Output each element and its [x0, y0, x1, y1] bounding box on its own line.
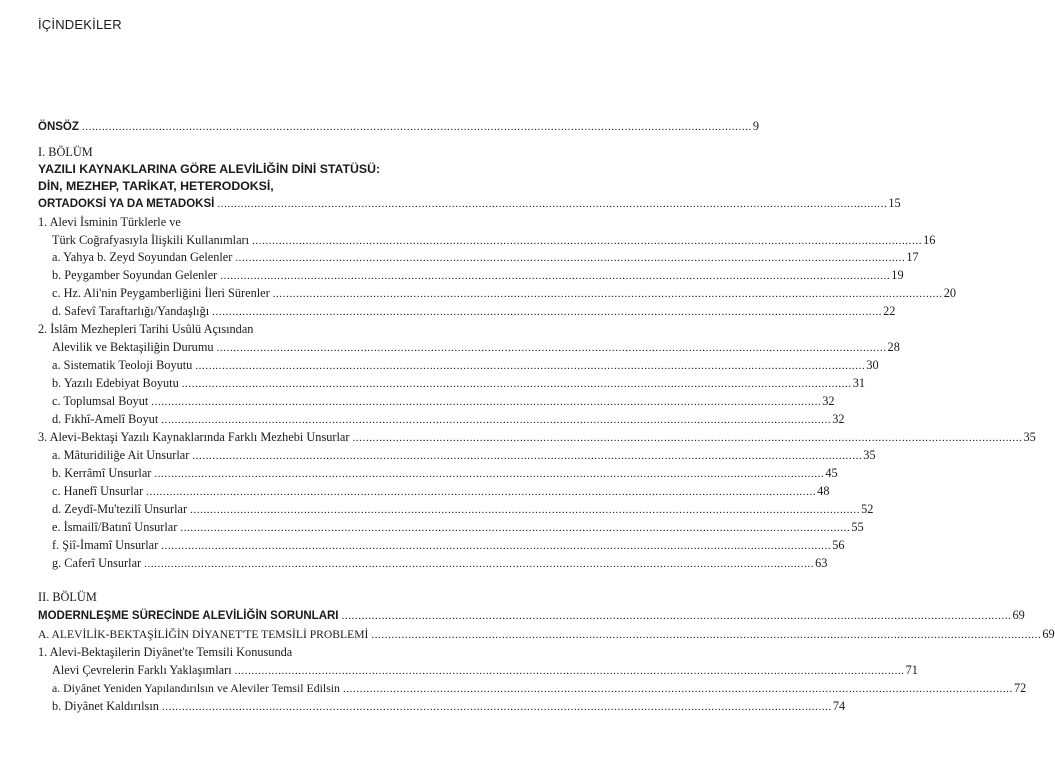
leader-dots: ........................................................................................................................................................................................................: [144, 558, 815, 570]
leader-dots: ........................................................................................................................................................................................................: [342, 683, 1013, 695]
toc-page: 17: [906, 250, 919, 264]
toc-title: 3. Alevi-Bektaşi Yazılı Kaynaklarında Farklı Mezhebi Unsurlar: [38, 430, 350, 444]
leader-dots: ........................................................................................................................................................................................................: [352, 432, 1023, 444]
leader-dots: ........................................................................................................................................................................................................: [81, 121, 752, 133]
section-title-line: 1. Alevi-Bektaşilerin Diyânet'te Temsili Konusunda: [38, 645, 293, 659]
toc-page: 45: [825, 466, 838, 480]
toc-page: 30: [866, 358, 879, 372]
leader-dots: ........................................................................................................................................................................................................: [154, 468, 825, 480]
toc-title: Alevi Çevrelerin Farklı Yaklaşımları: [52, 663, 232, 677]
toc-entry-part1[interactable]: [38, 196, 901, 211]
toc-page: 22: [883, 304, 896, 318]
toc-entry[interactable]: [52, 376, 866, 391]
toc-title: g. Caferî Unsurlar: [52, 556, 142, 570]
leader-dots: ........................................................................................................................................................................................................: [212, 306, 883, 318]
toc-entry[interactable]: [52, 250, 919, 265]
toc-title: d. Fıkhî-Amelî Boyut: [52, 412, 159, 426]
toc-entry[interactable]: [38, 430, 1036, 445]
toc-title: c. Hanefî Unsurlar: [52, 484, 144, 498]
leader-dots: ........................................................................................................................................................................................................: [220, 270, 891, 282]
toc-entry-part2[interactable]: [38, 608, 1025, 623]
toc-page: 74: [832, 699, 846, 713]
part-title-line: YAZILI KAYNAKLARINA GÖRE ALEVİLİĞİN DİNİ STATÜSÜ:: [38, 162, 381, 176]
toc-page: 48: [817, 484, 830, 498]
toc-page: 32: [832, 412, 845, 426]
toc-page: 69: [1012, 608, 1025, 622]
leader-dots: ........................................................................................................................................................................................................: [272, 288, 943, 300]
toc-title: b. Diyânet Kaldırılsın: [52, 699, 159, 713]
leader-dots: ........................................................................................................................................................................................................: [234, 665, 905, 677]
toc-title: A. ALEVİLİK-BEKTAŞİLİĞİN DİYANET'TE TEMSİLİ PROBLEMİ: [38, 628, 369, 641]
leader-dots: ........................................................................................................................................................................................................: [161, 540, 832, 552]
toc-entry[interactable]: [52, 520, 864, 535]
toc-entry[interactable]: [52, 358, 879, 373]
toc-title: c. Hz. Ali'nin Peygamberliğini İleri Sürenler: [52, 286, 270, 300]
toc-page: 35: [863, 448, 876, 462]
leader-dots: ........................................................................................................................................................................................................: [161, 414, 832, 426]
toc-entry[interactable]: [52, 286, 956, 301]
leader-dots: ........................................................................................................................................................................................................: [235, 252, 906, 264]
toc-page: 72: [1013, 681, 1027, 695]
toc-title: b. Kerrâmî Unsurlar: [52, 466, 152, 480]
toc-page: 63: [815, 556, 828, 570]
toc-entry[interactable]: [52, 233, 936, 248]
toc-title: ÖNSÖZ: [38, 121, 79, 133]
toc-page: 16: [923, 233, 936, 247]
toc-entry[interactable]: [52, 304, 896, 319]
toc-title: Türk Coğrafyasıyla İlişkili Kullanımları: [52, 233, 250, 247]
leader-dots: ........................................................................................................................................................................................................: [146, 486, 817, 498]
toc-page: 19: [891, 268, 904, 282]
leader-dots: ........................................................................................................................................................................................................: [180, 522, 851, 534]
toc-entry-onsoz[interactable]: [38, 119, 760, 134]
toc-page: 35: [1023, 430, 1036, 444]
section-title-line: 2. İslâm Mezhepleri Tarihi Usûlü Açısından: [38, 322, 254, 336]
part-title-line: DİN, MEZHEP, TARİKAT, HETERODOKSİ,: [38, 179, 274, 193]
toc-title: b. Peygamber Soyundan Gelenler: [52, 268, 218, 282]
leader-dots: ........................................................................................................................................................................................................: [252, 235, 923, 247]
toc-entry[interactable]: [52, 663, 918, 678]
part-label: II. BÖLÜM: [38, 590, 97, 604]
toc-title: a. Yahya b. Zeyd Soyundan Gelenler: [52, 250, 233, 264]
toc-entry[interactable]: [52, 412, 845, 427]
toc-title: a. Mâturidiliğe Ait Unsurlar: [52, 448, 190, 462]
leader-dots: ........................................................................................................................................................................................................: [151, 396, 822, 408]
toc-title: f. Şiî-İmamî Unsurlar: [52, 538, 159, 552]
leader-dots: ........................................................................................................................................................................................................: [161, 701, 832, 713]
leader-dots: ........................................................................................................................................................................................................: [217, 198, 888, 210]
toc-entry[interactable]: [52, 681, 1027, 696]
toc-entry[interactable]: [38, 627, 1055, 642]
toc-page: 31: [852, 376, 866, 390]
toc-title: b. Yazılı Edebiyat Boyutu: [52, 376, 179, 390]
toc-page: 55: [851, 520, 864, 534]
toc-page: 15: [888, 196, 901, 210]
toc-title: d. Safevî Taraftarlığı/Yandaşlığı: [52, 304, 210, 318]
toc-entry[interactable]: [52, 340, 900, 355]
leader-dots: ........................................................................................................................................................................................................: [216, 342, 887, 354]
leader-dots: ........................................................................................................................................................................................................: [192, 450, 863, 462]
toc-page: 9: [752, 119, 760, 133]
toc-title: a. Sistematik Teoloji Boyutu: [52, 358, 193, 372]
toc-title: ORTADOKSİ YA DA METADOKSİ: [38, 198, 215, 210]
leader-dots: ........................................................................................................................................................................................................: [190, 504, 861, 516]
toc-page: 56: [832, 538, 845, 552]
toc-entry[interactable]: [52, 466, 838, 481]
toc-entry[interactable]: [52, 699, 846, 714]
toc-title: MODERNLEŞME SÜRECİNDE ALEVİLİĞİN SORUNLARI: [38, 610, 339, 622]
leader-dots: ........................................................................................................................................................................................................: [195, 360, 866, 372]
toc-page: 20: [943, 286, 956, 300]
part-label: I. BÖLÜM: [38, 145, 93, 159]
toc-title: d. Zeydî-Mu'tezilî Unsurlar: [52, 502, 188, 516]
toc-entry[interactable]: [52, 502, 874, 517]
toc-title: e. İsmailî/Batınî Unsurlar: [52, 520, 178, 534]
toc-entry[interactable]: [52, 484, 830, 499]
toc-entry[interactable]: [52, 556, 828, 571]
toc-page: 28: [887, 340, 900, 354]
toc-title: Alevilik ve Bektaşiliğin Durumu: [52, 340, 214, 354]
toc-page: 32: [822, 394, 835, 408]
leader-dots: ........................................................................................................................................................................................................: [181, 378, 852, 390]
toc-page: 52: [861, 502, 874, 516]
toc-entry[interactable]: [52, 268, 904, 283]
toc-entry[interactable]: [52, 394, 835, 409]
leader-dots: ........................................................................................................................................................................................................: [371, 629, 1042, 641]
toc-page: 71: [905, 663, 918, 677]
toc-title: c. Toplumsal Boyut: [52, 394, 149, 408]
section-title-line: 1. Alevi İsminin Türklerle ve: [38, 215, 181, 229]
toc-title: a. Diyânet Yeniden Yapılandırılsın ve Aleviler Temsil Edilsin: [52, 681, 340, 695]
toc-entry[interactable]: [52, 448, 876, 463]
leader-dots: ........................................................................................................................................................................................................: [341, 610, 1012, 622]
toc-entry[interactable]: [52, 538, 845, 553]
page-heading: İÇİNDEKİLER: [38, 17, 122, 32]
toc-page: 69: [1042, 627, 1055, 641]
